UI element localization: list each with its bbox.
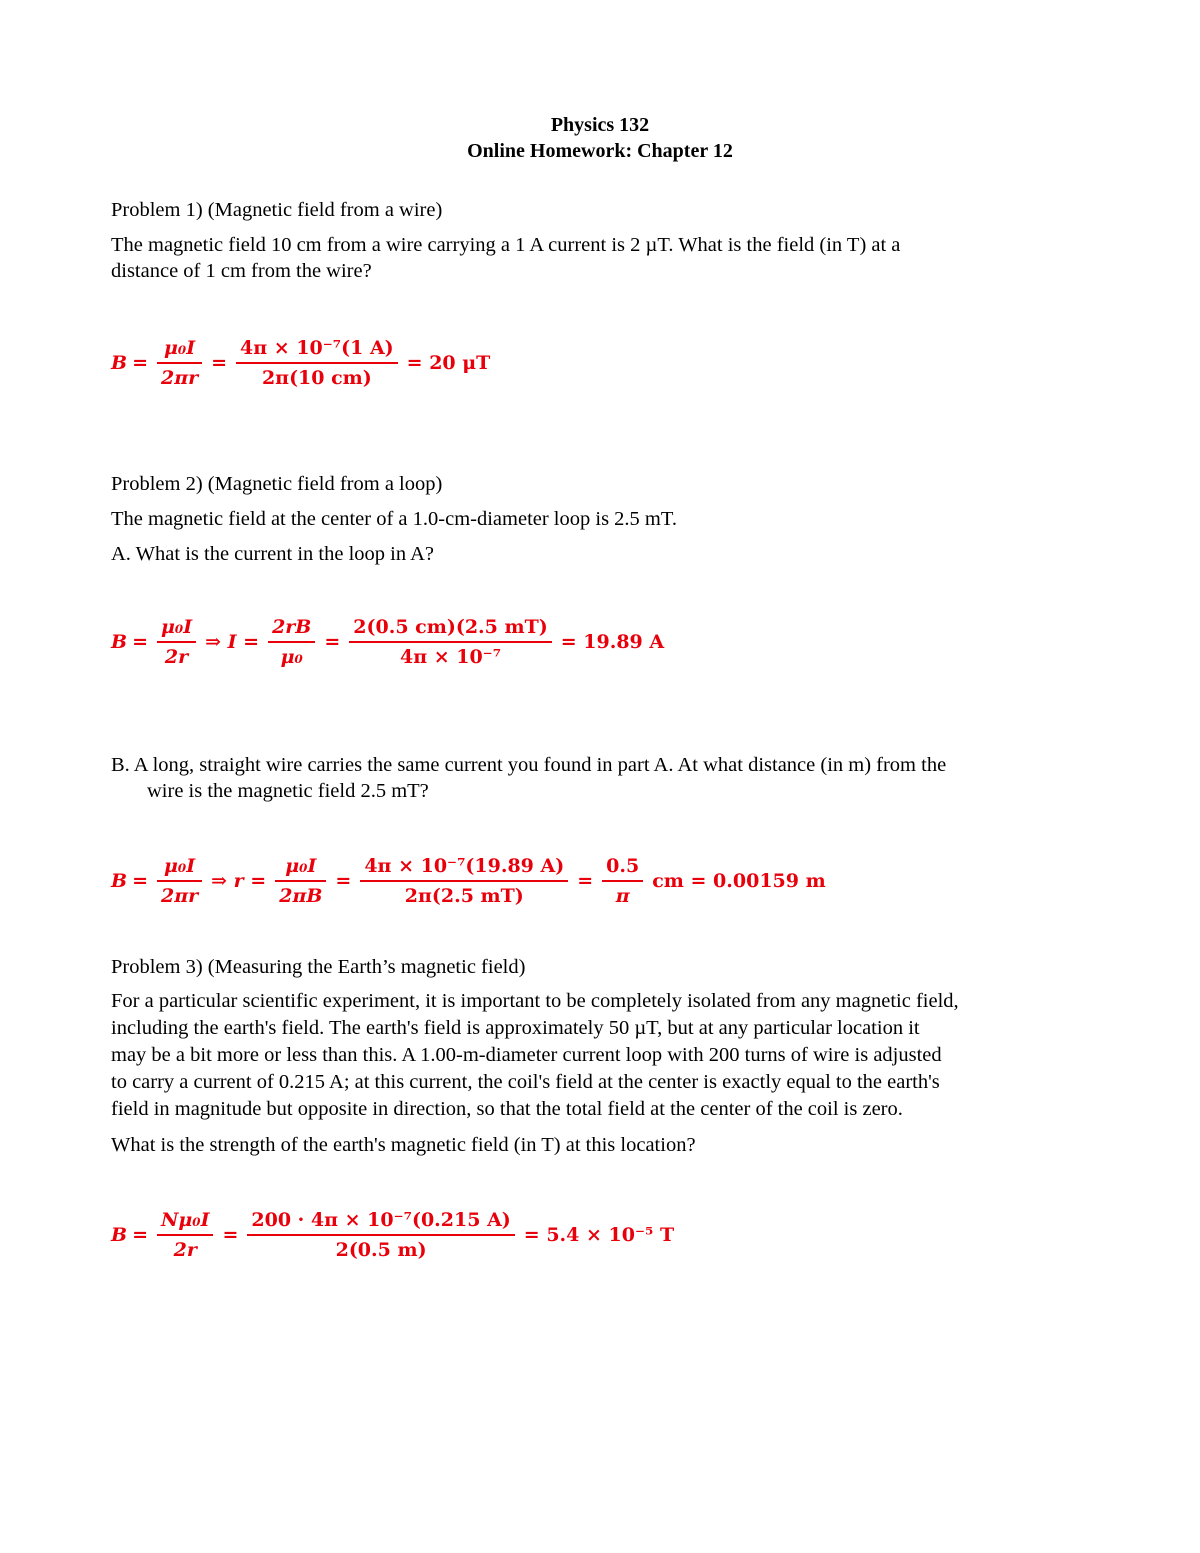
eq-result: cm = 0.00159 m [652, 870, 826, 892]
eq-equals: = [132, 352, 148, 374]
fraction-denominator: 2r [173, 1239, 197, 1261]
problem2a-equation [111, 602, 669, 682]
fraction [157, 855, 202, 907]
problem3-equation [111, 1195, 679, 1275]
eq-equals: = [132, 870, 148, 892]
problem2-part-b-line1: B. A long, straight wire carries the same current you found in part A. At what distance (in m) from the [111, 754, 947, 776]
problem2b-equation [111, 841, 831, 921]
document-title: Physics 132 [550, 114, 650, 136]
problem3-text-line3: may be a bit more or less than this. A 1.00-m-diameter current loop with 200 turns of wire is adjusted [111, 1044, 942, 1066]
problem3-heading: Problem 3) (Measuring the Earth’s magnetic field) [111, 956, 526, 978]
eq-equals: = [132, 1224, 148, 1246]
problem2-part-a: A. What is the current in the loop in A? [111, 543, 434, 565]
fraction-numerator: μ₀I [275, 855, 326, 882]
eq-equals: = [211, 352, 228, 374]
fraction-denominator: 2π(10 cm) [261, 367, 372, 389]
fraction-denominator: π [615, 885, 630, 907]
fraction-denominator: 2π(2.5 mT) [404, 885, 524, 907]
fraction-numerator: 0.5 [602, 855, 643, 882]
fraction [157, 1209, 213, 1261]
problem3-question: What is the strength of the earth's magnetic field (in T) at this location? [111, 1134, 696, 1156]
fraction-numerator: Nμ₀I [157, 1209, 213, 1236]
fraction-denominator: 2πr [160, 885, 199, 907]
problem1-equation [111, 323, 495, 403]
fraction-denominator: 2πB [279, 885, 323, 907]
problem3-text-line1: For a particular scientific experiment, it is important to be completely isolated from any magnetic field, [111, 990, 959, 1012]
eq-equals: = [577, 870, 594, 892]
fraction-denominator: 2r [164, 646, 189, 668]
fraction [157, 337, 202, 389]
eq-implies: ⇒ I = [205, 631, 260, 653]
fraction-numerator: 4π × 10⁻⁷(1 A) [236, 337, 398, 364]
fraction-denominator: 2πr [160, 367, 199, 389]
problem1-heading: Problem 1) (Magnetic field from a wire) [111, 199, 443, 221]
fraction-numerator: 4π × 10⁻⁷(19.89 A) [360, 855, 568, 882]
fraction-numerator: 200 · 4π × 10⁻⁷(0.215 A) [247, 1209, 514, 1236]
eq-result: = 5.4 × 10⁻⁵ T [523, 1224, 675, 1246]
fraction-numerator: μ₀I [157, 855, 202, 882]
eq-equals: = [324, 631, 341, 653]
problem2-heading: Problem 2) (Magnetic field from a loop) [111, 473, 443, 495]
fraction [360, 855, 568, 907]
problem1-text-line1: The magnetic field 10 cm from a wire carrying a 1 A current is 2 µT. What is the field (in T) at a [111, 234, 901, 256]
fraction-denominator: μ₀ [280, 646, 303, 668]
fraction [349, 616, 551, 668]
eq-equals: = [222, 1224, 239, 1246]
document-subtitle: Online Homework: Chapter 12 [467, 140, 733, 162]
eq-implies: ⇒ r = [211, 870, 267, 892]
fraction-denominator: 2(0.5 m) [335, 1239, 427, 1261]
eq-equals: = [132, 631, 148, 653]
problem3-text-line5: field in magnitude but opposite in direction, so that the total field at the center of the coil is zero. [111, 1098, 903, 1120]
fraction [602, 855, 643, 907]
fraction [157, 616, 196, 668]
fraction-denominator: 4π × 10⁻⁷ [399, 646, 502, 668]
eq-result: = 20 μT [406, 352, 491, 374]
fraction-numerator: 2(0.5 cm)(2.5 mT) [349, 616, 551, 643]
eq-equals: = [335, 870, 352, 892]
eq-lhs: B [111, 631, 128, 653]
problem2-text-line1: The magnetic field at the center of a 1.0-cm-diameter loop is 2.5 mT. [111, 508, 678, 530]
fraction-numerator: μ₀I [157, 337, 202, 364]
eq-lhs: B [111, 352, 128, 374]
problem2-part-b-line2: wire is the magnetic field 2.5 mT? [147, 780, 429, 802]
problem3-text-line2: including the earth's field. The earth's field is approximately 50 µT, but at any particular location it [111, 1017, 920, 1039]
eq-lhs: B [111, 870, 128, 892]
fraction-numerator: μ₀I [157, 616, 196, 643]
fraction [275, 855, 326, 907]
fraction-numerator: 2rB [268, 616, 315, 643]
eq-lhs: B [111, 1224, 128, 1246]
fraction [236, 337, 398, 389]
fraction [268, 616, 315, 668]
eq-result: = 19.89 A [560, 631, 665, 653]
problem3-text-line4: to carry a current of 0.215 A; at this current, the coil's field at the center is exactly equal to the earth's [111, 1071, 940, 1093]
problem1-text-line2: distance of 1 cm from the wire? [111, 260, 372, 282]
fraction [247, 1209, 514, 1261]
